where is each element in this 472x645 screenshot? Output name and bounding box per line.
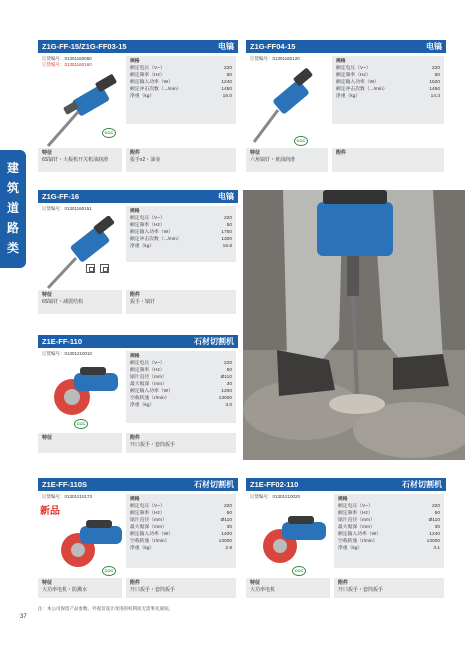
- accessory-box: [334, 578, 444, 598]
- marble-cutter-image: [52, 514, 126, 572]
- spec-value: 1750: [221, 230, 232, 235]
- spec-label: 净重（kg）: [336, 94, 361, 99]
- feature-label: 特征: [250, 150, 261, 156]
- spec-value: 1240: [429, 532, 440, 537]
- feature-text: 6S镐钎・大板机开关机油润滑: [42, 157, 109, 163]
- order-number-text: 订货编号：01301160151: [42, 206, 92, 211]
- feature-box: [38, 290, 122, 314]
- spec-value: 1300: [221, 237, 232, 242]
- ccc-cert-icon: CCC: [102, 566, 116, 576]
- ccc-cert-icon: CCC: [74, 419, 88, 429]
- spec-value: 16.8: [222, 244, 232, 249]
- spec-value: 30: [226, 525, 232, 530]
- side-tab-char: 道: [6, 201, 19, 215]
- spec-value: 3.1: [433, 546, 440, 551]
- accessory-label: 附件: [336, 150, 347, 156]
- spec-label: 额定电压（V~）: [130, 216, 165, 221]
- category-label: 电镐: [218, 42, 234, 51]
- feature-box: [38, 148, 122, 172]
- spec-row: [338, 531, 440, 538]
- specs-title: 规格: [130, 59, 140, 64]
- spec-label: 额定输入功率（W）: [130, 389, 173, 394]
- certification-square-icon: [86, 264, 95, 273]
- feature-box: [38, 578, 122, 598]
- spec-label: 额定频率（Hz）: [338, 511, 373, 516]
- worker-demolition-photo: [243, 190, 465, 460]
- spec-label: 锯片直径（mm）: [130, 518, 167, 523]
- spec-value: 50: [434, 73, 440, 78]
- order-number: [42, 56, 92, 68]
- spec-value: 1400: [221, 532, 232, 537]
- order-number-text: 订货编号：01301210173: [42, 494, 93, 499]
- spec-row: [130, 510, 232, 517]
- spec-value: Ø110: [220, 518, 232, 523]
- accessory-label: 附件: [130, 292, 141, 298]
- spec-row: [130, 531, 232, 538]
- spec-label: 额定输入功率（W）: [130, 532, 173, 537]
- spec-row: [336, 79, 440, 86]
- accessory-label: 附件: [338, 580, 349, 586]
- spec-value: 220: [431, 66, 440, 71]
- spec-row: [130, 381, 232, 388]
- spec-label: 净重（kg）: [130, 94, 155, 99]
- product-header: [38, 478, 238, 491]
- certification-square-icon: [100, 264, 109, 273]
- spec-value: 1450: [221, 87, 232, 92]
- feature-text: 6S镐钎・减震结构: [42, 299, 84, 305]
- spec-value: 50: [434, 511, 440, 516]
- specs-table: [332, 56, 444, 124]
- product-card-z1g-ff-16: [38, 190, 238, 320]
- spec-row: [130, 517, 232, 524]
- specs-title: 规格: [338, 497, 348, 502]
- spec-row: [130, 79, 232, 86]
- spec-label: 额定电压（V~）: [336, 66, 371, 71]
- order-number-text: 订货编号：01301160120: [250, 56, 300, 61]
- spec-value: 1240: [221, 80, 232, 85]
- spec-value: 13000: [426, 539, 440, 544]
- model-name: Z1G-FF04-15: [250, 42, 296, 51]
- feature-label: 特征: [250, 580, 261, 586]
- ccc-cert-icon: CCC: [102, 128, 116, 138]
- order-number-text: 订货编号：01301160060: [42, 56, 92, 61]
- feature-box: [246, 148, 328, 172]
- order-number-text: 订货编号：01301210010: [42, 351, 93, 356]
- order-number: [42, 351, 92, 357]
- spec-row: [130, 229, 232, 236]
- demolition-hammer-image: [42, 216, 128, 292]
- product-header: [38, 190, 238, 203]
- spec-label: 额定频率（Hz）: [130, 368, 165, 373]
- spec-value: 50: [226, 223, 232, 228]
- product-header: [38, 335, 238, 348]
- spec-value: 16.0: [222, 94, 232, 99]
- spec-label: 空载转速（r/min）: [338, 539, 378, 544]
- spec-label: 最大锯深（mm）: [130, 382, 167, 387]
- spec-row: [130, 402, 232, 409]
- feature-label: 特征: [42, 580, 53, 586]
- spec-value: 2.9: [225, 546, 232, 551]
- specs-title: 规格: [336, 59, 346, 64]
- order-number: [250, 494, 300, 500]
- spec-row: [130, 503, 232, 510]
- spec-value: 220: [223, 216, 232, 221]
- specs-title: 规格: [130, 354, 140, 359]
- category-label: 石材切割机: [194, 480, 234, 489]
- accessory-box: [126, 148, 236, 172]
- spec-row: [130, 388, 232, 395]
- demolition-hammer-image: [40, 70, 130, 150]
- category-side-tab: [0, 150, 26, 268]
- product-header: [246, 40, 446, 53]
- specs-table: [126, 351, 236, 423]
- model-name: Z1G-FF-16: [42, 192, 80, 201]
- product-card-z1g-ff-15: [38, 40, 238, 180]
- accessory-box: [332, 148, 444, 172]
- feature-text: 大功率电机: [250, 587, 276, 593]
- spec-label: 额定频率（Hz）: [130, 73, 165, 78]
- ccc-cert-icon: CCC: [292, 566, 306, 576]
- spec-row: [130, 93, 232, 100]
- accessory-text: 开口扳手・套筒扳手: [130, 442, 176, 448]
- spec-value: 13000: [218, 396, 232, 401]
- spec-value: 14.3: [430, 94, 440, 99]
- feature-text: 大功率电机・防溅水: [42, 587, 88, 593]
- spec-label: 锯片直径（mm）: [338, 518, 375, 523]
- demolition-hammer-image: [248, 66, 334, 146]
- specs-table: [126, 56, 236, 124]
- model-name: Z1E-FF-110S: [42, 480, 88, 489]
- accessory-text: 开口扳手・套筒扳手: [130, 587, 176, 593]
- category-label: 石材切割机: [194, 337, 234, 346]
- spec-value: Ø110: [428, 518, 440, 523]
- spec-row: [130, 72, 232, 79]
- new-product-badge: 新品: [40, 506, 60, 517]
- side-tab-char: 路: [6, 221, 19, 235]
- spec-value: 50: [226, 511, 232, 516]
- spec-label: 额定电压（V~）: [130, 361, 165, 366]
- spec-value: 13000: [218, 539, 232, 544]
- page-number: 37: [20, 614, 27, 620]
- spec-row: [130, 395, 232, 402]
- order-number: [250, 56, 300, 62]
- specs-table: [334, 494, 444, 568]
- spec-row: [338, 510, 440, 517]
- product-header: [38, 40, 238, 53]
- accessory-box: [126, 578, 236, 598]
- spec-label: 锯片直径（mm）: [130, 375, 167, 380]
- spec-row: [130, 243, 232, 250]
- spec-value: 1520: [429, 80, 440, 85]
- order-number-text-red: 订货编号：01301160160: [42, 62, 92, 67]
- spec-label: 净重（kg）: [130, 244, 155, 249]
- spec-value: 220: [431, 504, 440, 509]
- spec-value: 3.0: [225, 403, 232, 408]
- order-number: [42, 206, 92, 212]
- specs-title: 规格: [130, 209, 140, 214]
- spec-label: 额定冲击次数（.../min）: [130, 237, 182, 242]
- feature-text: 六角镐钎・黄油润滑: [250, 157, 296, 163]
- spec-value: 30: [226, 382, 232, 387]
- spec-row: [338, 524, 440, 531]
- specs-title: 规格: [130, 497, 140, 502]
- spec-row: [130, 524, 232, 531]
- product-card-z1e-ff-110s: [38, 478, 238, 600]
- accessory-label: 附件: [130, 435, 141, 441]
- product-header: [246, 478, 446, 491]
- spec-label: 净重（kg）: [338, 546, 363, 551]
- spec-row: [130, 545, 232, 552]
- order-number-text: 订货编号：01301210020: [250, 494, 301, 499]
- product-card-z1e-ff02-110: [246, 478, 446, 600]
- category-label: 石材切割机: [402, 480, 442, 489]
- accessory-label: 附件: [130, 150, 141, 156]
- marble-cutter-image: [44, 359, 124, 419]
- spec-value: 1450: [429, 87, 440, 92]
- spec-label: 额定输入功率（W）: [336, 80, 379, 85]
- product-card-z1g-ff04-15: [246, 40, 446, 180]
- spec-label: 额定冲击次数（.../min）: [336, 87, 388, 92]
- spec-label: 最大锯深（mm）: [338, 525, 375, 530]
- feature-label: 特征: [42, 150, 53, 156]
- accessory-box: [126, 433, 236, 453]
- model-name: Z1E-FF-110: [42, 337, 83, 346]
- spec-value: 30: [434, 525, 440, 530]
- spec-label: 额定电压（V~）: [338, 504, 373, 509]
- spec-label: 空载转速（r/min）: [130, 396, 170, 401]
- spec-row: [130, 65, 232, 72]
- spec-value: 50: [226, 73, 232, 78]
- accessory-box: [126, 290, 236, 314]
- spec-row: [130, 86, 232, 93]
- spec-label: 额定冲击次数（.../min）: [130, 87, 182, 92]
- spec-row: [338, 538, 440, 545]
- model-name: Z1E-FF02-110: [250, 480, 299, 489]
- spec-label: 净重（kg）: [130, 403, 155, 408]
- spec-value: 50: [226, 368, 232, 373]
- feature-box: [246, 578, 330, 598]
- spec-label: 净重（kg）: [130, 546, 155, 551]
- side-tab-char: 建: [6, 161, 19, 175]
- spec-row: [336, 93, 440, 100]
- side-tab-char: 类: [6, 241, 19, 255]
- order-number: [42, 494, 92, 500]
- spec-row: [336, 86, 440, 93]
- spec-value: 1200: [221, 389, 232, 394]
- accessory-text: 开口扳手・套筒扳手: [338, 587, 384, 593]
- spec-row: [130, 236, 232, 243]
- spec-row: [336, 65, 440, 72]
- spec-label: 额定输入功率（W）: [130, 230, 173, 235]
- spec-row: [130, 374, 232, 381]
- spec-label: 最大锯深（mm）: [130, 525, 167, 530]
- spec-label: 额定输入功率（W）: [130, 80, 173, 85]
- accessory-text: 扳手・镐钎: [130, 299, 156, 305]
- spec-row: [130, 222, 232, 229]
- feature-label: 特征: [42, 292, 53, 298]
- spec-row: [130, 367, 232, 374]
- feature-label: 特征: [42, 435, 53, 441]
- spec-row: [336, 72, 440, 79]
- spec-label: 额定电压（V~）: [130, 504, 165, 509]
- category-label: 电镐: [426, 42, 442, 51]
- spec-row: [338, 517, 440, 524]
- specs-table: [126, 206, 236, 262]
- marble-cutter-image: [254, 510, 330, 568]
- spec-row: [130, 538, 232, 545]
- spec-row: [338, 503, 440, 510]
- spec-row: [130, 360, 232, 367]
- product-card-z1e-ff-110: [38, 335, 238, 455]
- specs-table: [126, 494, 236, 568]
- accessory-label: 附件: [130, 580, 141, 586]
- category-label: 电镐: [218, 192, 234, 201]
- side-tab-char: 筑: [6, 181, 19, 195]
- spec-row: [130, 215, 232, 222]
- model-name: Z1G-FF-15/Z1G-FF03-15: [42, 42, 127, 51]
- footnote: 注：本公司保留产品参数、外观及设计改进的权利而无需事先通知。: [38, 606, 173, 611]
- spec-label: 额定频率（Hz）: [130, 223, 165, 228]
- spec-value: 220: [223, 361, 232, 366]
- spec-value: 220: [223, 66, 232, 71]
- spec-label: 空载转速（r/min）: [130, 539, 170, 544]
- spec-label: 额定电压（V~）: [130, 66, 165, 71]
- feature-box: [38, 433, 122, 453]
- spec-value: 220: [223, 504, 232, 509]
- spec-label: 额定频率（Hz）: [336, 73, 371, 78]
- spec-value: Ø110: [220, 375, 232, 380]
- accessory-text: 扳手x2・油壶: [130, 157, 161, 163]
- spec-row: [338, 545, 440, 552]
- spec-label: 额定输入功率（W）: [338, 532, 381, 537]
- ccc-cert-icon: CCC: [294, 136, 308, 146]
- spec-label: 额定频率（Hz）: [130, 511, 165, 516]
